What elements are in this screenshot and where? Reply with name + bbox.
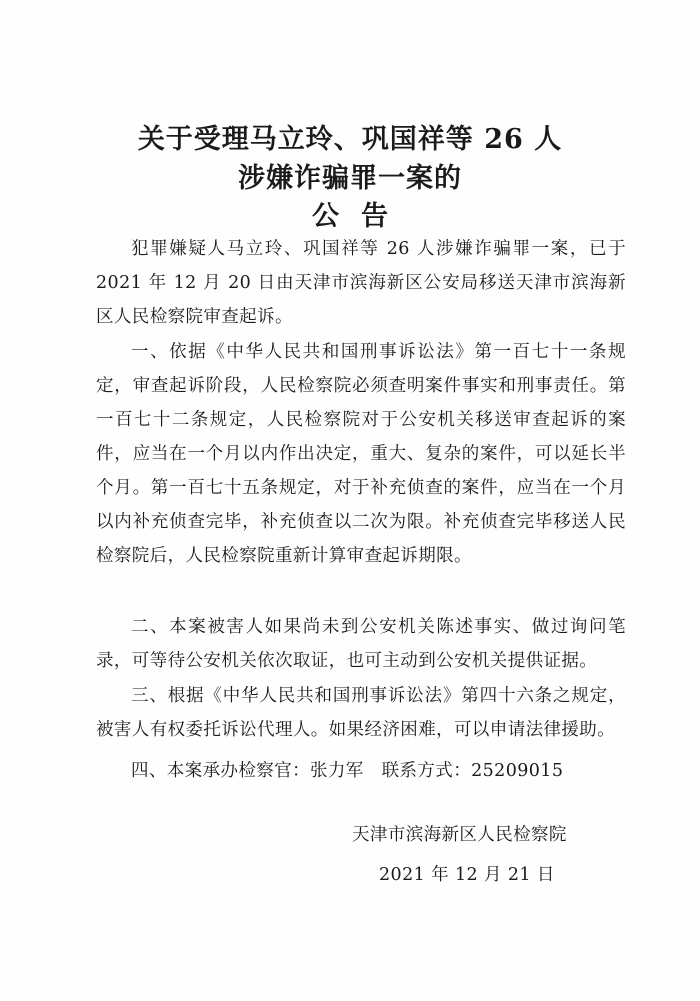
paragraph-item-3 (96, 679, 626, 747)
paragraph-item-4 (96, 754, 626, 788)
paragraph-intro (96, 232, 626, 334)
title-line-1: 关于受理马立玲、巩国祥等 26 人 (137, 124, 563, 155)
signature-date: 2021 年 12 月 21 日 (379, 865, 555, 885)
signature-organization: 天津市滨海新区人民检察院 (352, 825, 567, 845)
paragraph-text: 一、依据《中华人民共和国刑事诉讼法》第一百七十一条规定，审查起诉阶段，人民检察院必须查明案件事实和刑事责任。第一百七十二条规定，人民检察院对于公安机关移送审查起诉的案件，应当在一个月以内作出决定，重大、复杂的案件，可以延长半个月。第一百七十五条规定，对于补充侦查的案件，应当在一个月以内补充侦查完毕，补充侦查以二次为限。补充侦查完毕移送人民检察院后，人民检察院重新计算审查起诉期限。 (96, 342, 626, 566)
paragraph-item-1 (96, 335, 626, 573)
paragraph-text: 三、根据《中华人民共和国刑事诉讼法》第四十六条之规定，被害人有权委托诉讼代理人。如果经济困难，可以申请法律援助。 (96, 686, 626, 740)
title-line-2: 涉嫌诈骗罪一案的 (238, 163, 462, 194)
paragraph-item-2 (96, 610, 626, 678)
paragraph-text: 犯罪嫌疑人马立玲、巩国祥等 26 人涉嫌诈骗罪一案，已于2021 年 12 月 20 日由天津市滨海新区公安局移送天津市滨海新区人民检察院审查起诉。 (96, 239, 626, 327)
title-line-3: 公告 (312, 201, 410, 232)
paragraph-text: 二、本案被害人如果尚未到公安机关陈述事实、做过询问笔录，可等待公安机关依次取证，也可主动到公安机关提供证据。 (96, 617, 626, 671)
paragraph-text: 四、本案承办检察官：张力军 联系方式：25209015 (131, 761, 564, 781)
